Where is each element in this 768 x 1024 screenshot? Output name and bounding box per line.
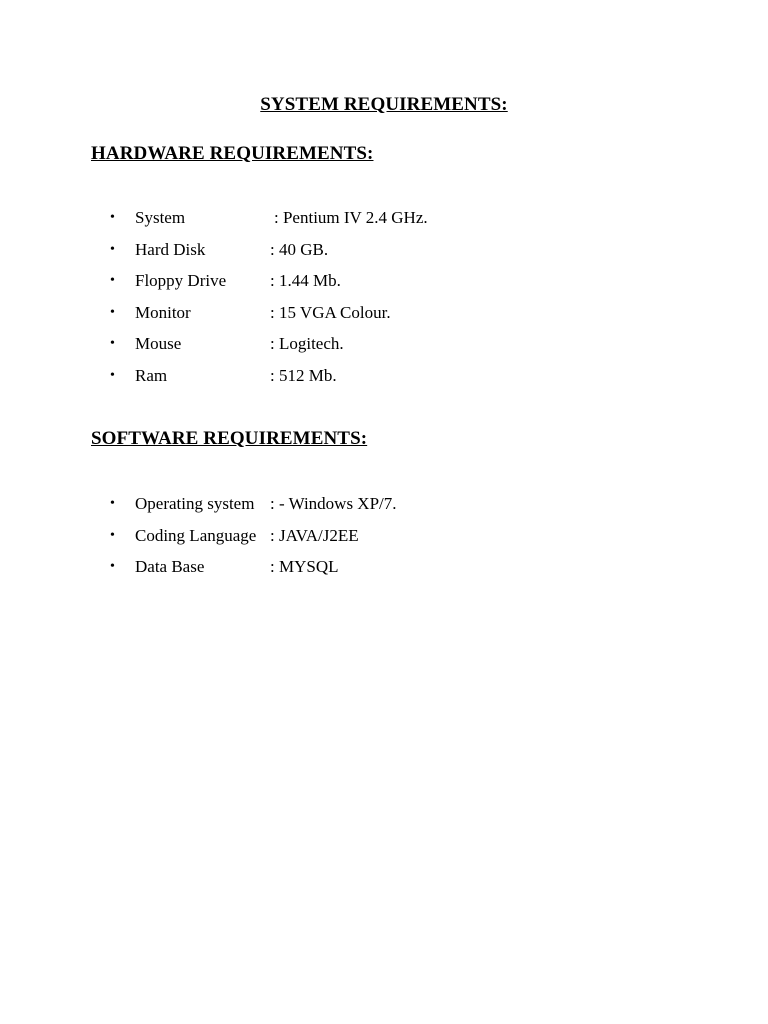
requirement-label: System	[135, 208, 186, 227]
requirement-value: : - Windows XP/7.	[270, 494, 397, 513]
requirement-label: Data Base	[135, 557, 205, 576]
requirement-value: : JAVA/J2EE	[270, 525, 359, 545]
bullet-icon: •	[110, 527, 115, 543]
requirement-value: : 40 GB.	[270, 239, 329, 259]
requirement-label: Hard Disk	[135, 239, 206, 259]
requirement-value: : 512 Mb.	[270, 365, 337, 385]
requirement-label: Coding Language	[135, 525, 257, 545]
bullet-icon: •	[110, 210, 115, 225]
hardware-requirements-heading: HARDWARE REQUIREMENTS:	[91, 143, 374, 164]
bullet-icon: •	[110, 304, 115, 320]
requirement-value: : Logitech.	[270, 334, 344, 353]
requirement-value: : Pentium IV 2.4 GHz.	[274, 208, 428, 227]
requirement-label: Ram	[135, 365, 168, 385]
requirement-label: Mouse	[135, 334, 182, 353]
bullet-icon: •	[110, 336, 115, 351]
requirement-value: : 1.44 Mb.	[270, 271, 341, 290]
bullet-icon: •	[110, 273, 115, 288]
software-requirements-heading: SOFTWARE REQUIREMENTS:	[91, 428, 368, 449]
requirement-value: : MYSQL	[270, 557, 339, 576]
bullet-icon: •	[110, 367, 115, 383]
bullet-icon: •	[110, 559, 115, 574]
page-title: SYSTEM REQUIREMENTS:	[260, 94, 508, 115]
bullet-icon: •	[110, 496, 115, 511]
requirement-label: Operating system	[135, 494, 255, 513]
requirement-label: Monitor	[135, 302, 191, 322]
requirement-value: : 15 VGA Colour.	[270, 302, 391, 322]
bullet-icon: •	[110, 241, 115, 257]
requirement-label: Floppy Drive	[135, 271, 227, 290]
